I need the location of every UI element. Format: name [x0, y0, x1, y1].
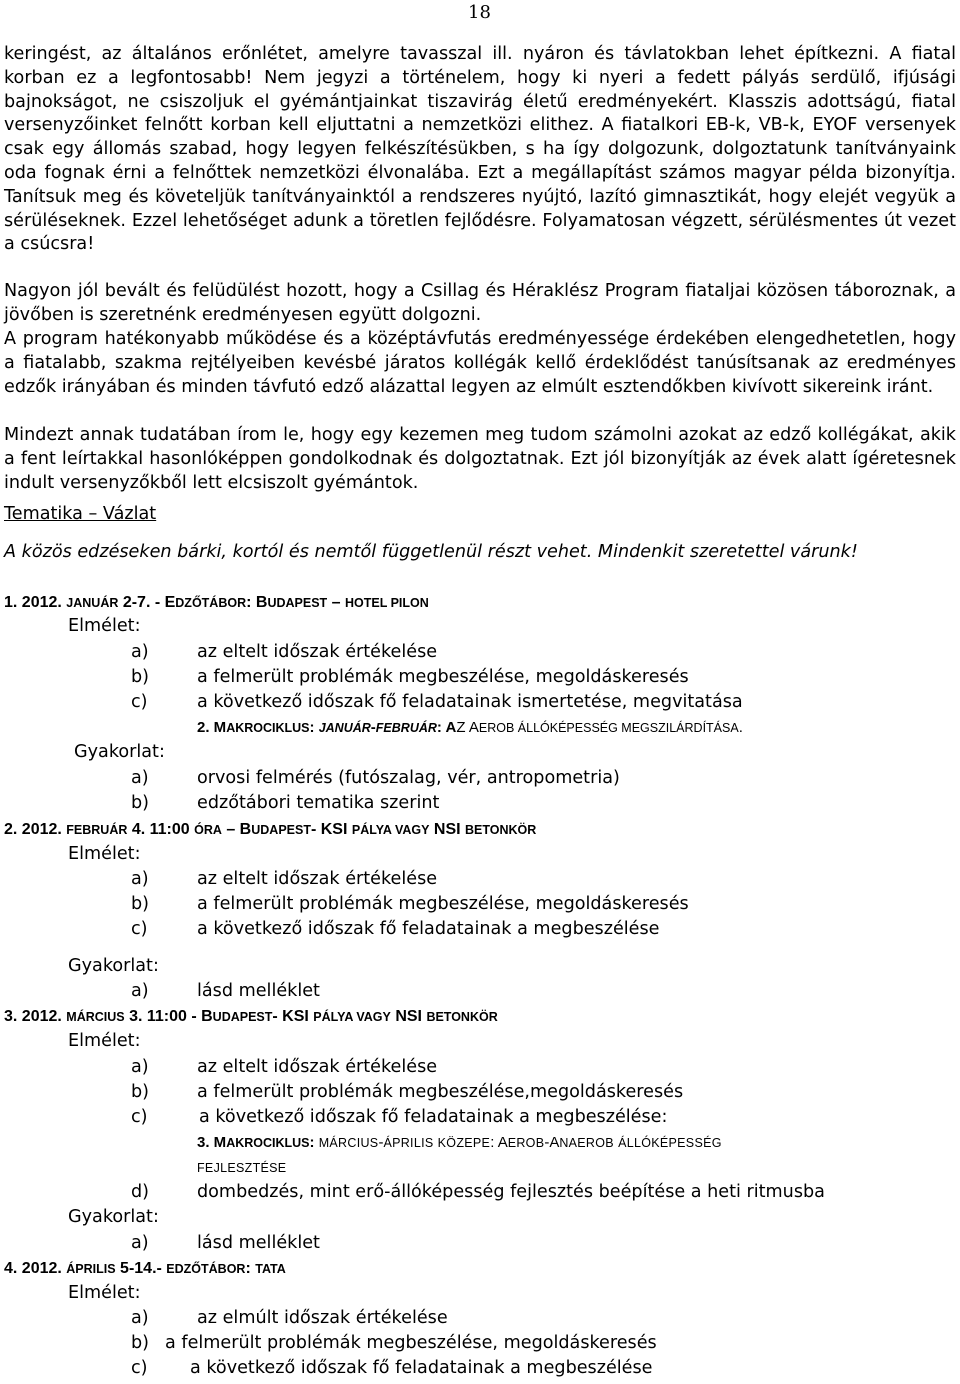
list-marker: a)	[131, 1308, 149, 1328]
list-marker: c)	[131, 692, 148, 712]
list-marker: a)	[131, 1233, 149, 1253]
intro-paragraph: keringést, az általános erőnlétet, amelyre tavasszal ill. nyáron és távlatokban lehet építkezni. A fiatal korban ez a legfontosabb! Nem jegyzi a történelem, hogy ki nyeri a fedett pályás serdülő, ifjúsági bajnokságot, ne csiszoljuk el gyémántjainkat tiszavirág életű eredményekért. Klasszis adottságú, fiatal versenyzőinket felnőtt korban kell eljuttatni a nemzetközi elithez. A fiatalkori EB-k, VB-k, EYOF versenyek csak egy állomás szabad, hogy legyen felkészítésükben, s ha így dolgozunk, dolgoztatunk tanítványaink oda fognak érni a felnőttek nemzetközi élvonalába. Ezt a megállapítást számos magyar példa bizonyítja. Tanítsuk meg és követeljük tanítványainktól a rendszeres nyújtó, lazító gimnasztikát, hogy elejét vegyük a sérüléseknek. Ezzel lehetőséget adunk a töretlen fejlődésre. Folyamatosan végzett, sérülésmentes út vezet a csúcsra!	[4, 44, 956, 255]
closing-paragraph: Mindezt annak tudatában írom le, hogy egy kezemen meg tudom számolni azokat az edző kollégákat, akik a fent leírtakkal hasonlóképpen gondolkodnak és dolgoztatnak. Ezt jól bizonyítják az évek alatt ígéretesnek indult versenyzőkből lett elcsiszolt gyémántok.	[4, 425, 956, 493]
list-item: az eltelt időszak értékelése	[197, 869, 438, 889]
list-item: a felmerült problémák megbeszélése, megoldáskeresés	[165, 1333, 657, 1353]
list-marker: a)	[131, 981, 149, 1001]
coaches-paragraph: A program hatékonyabb működése és a középtávfutás eredményessége érdekében elengedhetetlen, hogy a fiatalabb, szakma rejtélyeiben kevésbé járatos kollégák kellő érdeklődést tanúsítsanak az eredményes edzők irányában és minden távfutó edző alázattal legyen az elmúlt esztendőkben kivívott sikereink iránt.	[4, 329, 956, 397]
list-item: az elmúlt időszak értékelése	[197, 1308, 448, 1328]
section-1-elmelet-label: Elmélet:	[68, 616, 141, 636]
section-4-heading: 4. 2012. ÁPRILIS 5-14.- EDZŐTÁBOR: TATA	[4, 1260, 286, 1277]
list-item: a felmerült problémák megbeszélése, megoldáskeresés	[197, 667, 689, 687]
list-item: az eltelt időszak értékelése	[197, 1057, 438, 1077]
section-1-gyakorlat-label: Gyakorlat:	[74, 742, 165, 762]
section-2-elmelet-label: Elmélet:	[68, 844, 141, 864]
list-marker: b)	[131, 667, 150, 687]
section-4-elmelet-label: Elmélet:	[68, 1283, 141, 1303]
list-item: a felmerült problémák megbeszélése, megoldáskeresés	[197, 894, 689, 914]
list-item: edzőtábori tematika szerint	[197, 793, 440, 813]
list-item: orvosi felmérés (futószalag, vér, antropometria)	[197, 768, 620, 788]
list-marker: a)	[131, 642, 149, 662]
list-item: lásd melléklet	[197, 981, 320, 1001]
list-marker: c)	[131, 919, 148, 939]
list-item: dombedzés, mint erő-állóképesség fejlesztés beépítése a heti ritmusba	[197, 1182, 825, 1202]
page-number: 18	[468, 2, 491, 23]
list-marker: a)	[131, 768, 149, 788]
section-1-macrocycle: 2. MAKROCIKLUS: JANUÁR-FEBRUÁR: AZ AEROB ÁLLÓKÉPESSÉG MEGSZILÁRDÍTÁSA.	[197, 719, 743, 736]
section-1-heading: 1. 2012. JANUÁR 2-7. - EDZŐTÁBOR: BUDAPEST – HOTEL PILON	[4, 594, 429, 611]
tematika-heading: Tematika – Vázlat	[4, 504, 157, 524]
list-item: a következő időszak fő feladatainak a megbeszélése	[197, 919, 660, 939]
list-marker: c)	[131, 1358, 148, 1378]
invitation-text: A közös edzéseken bárki, kortól és nemtől függetlenül részt vehet. Mindenkit szeretettel várunk!	[4, 542, 858, 562]
list-item: a felmerült problémák megbeszélése,megoldáskeresés	[197, 1082, 684, 1102]
list-marker: c)	[131, 1107, 148, 1127]
list-marker: b)	[131, 894, 150, 914]
section-3-gyakorlat-label: Gyakorlat:	[68, 1207, 159, 1227]
list-marker: b)	[131, 793, 150, 813]
list-item: a következő időszak fő feladatainak a megbeszélése	[190, 1358, 653, 1378]
list-marker: a)	[131, 869, 149, 889]
list-item: a következő időszak fő feladatainak a megbeszélése:	[199, 1107, 668, 1127]
list-marker: a)	[131, 1057, 149, 1077]
section-3-heading: 3. 2012. MÁRCIUS 3. 11:00 - BUDAPEST- KSI PÁLYA VAGY NSI BETONKÖR	[4, 1008, 498, 1025]
section-2-gyakorlat-label: Gyakorlat:	[68, 956, 159, 976]
list-marker: b)	[131, 1082, 150, 1102]
list-item: lásd melléklet	[197, 1233, 320, 1253]
list-item: a következő időszak fő feladatainak ismertetése, megvitatása	[197, 692, 743, 712]
list-item: az eltelt időszak értékelése	[197, 642, 438, 662]
section-3-elmelet-label: Elmélet:	[68, 1031, 141, 1051]
list-marker: d)	[131, 1182, 150, 1202]
list-marker: b)	[131, 1333, 150, 1353]
section-3-macrocycle-continued: FEJLESZTÉSE	[197, 1161, 287, 1175]
section-3-macrocycle: 3. MAKROCIKLUS: MÁRCIUS-ÁPRILIS KÖZEPE: AEROB-ANAEROB ÁLLÓKÉPESSÉG	[197, 1134, 722, 1151]
section-2-heading: 2. 2012. FEBRUÁR 4. 11:00 ÓRA – BUDAPEST- KSI PÁLYA VAGY NSI BETONKÖR	[4, 821, 537, 838]
program-paragraph: Nagyon jól bevált és felüdülést hozott, hogy a Csillag és Héraklész Program fiataljai közösen táboroznak, a jövőben is szeretnénk eredményesen együtt dolgozni.	[4, 281, 956, 325]
